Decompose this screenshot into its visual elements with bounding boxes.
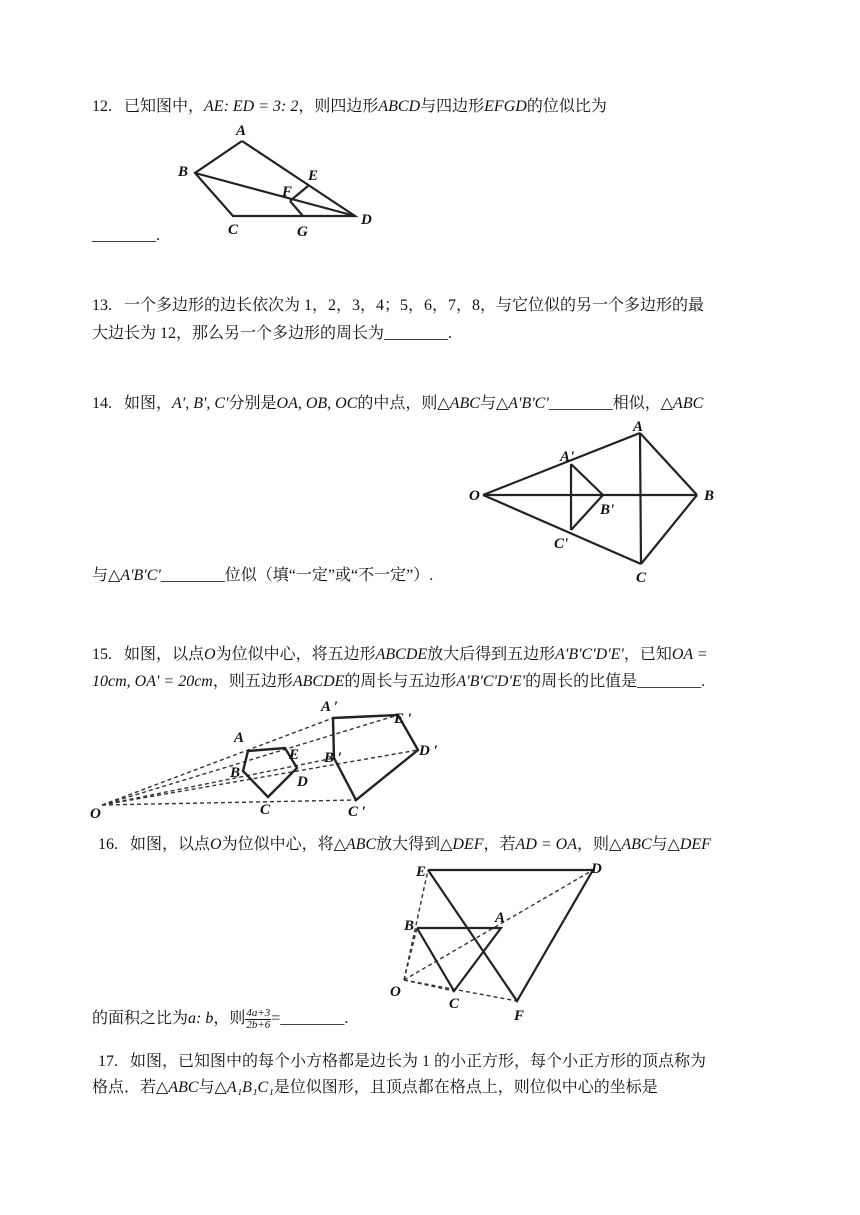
fig12-label-E: E: [308, 168, 319, 184]
fig15-label-E-prime: E ′: [394, 711, 412, 727]
problem-16-line1: [98, 835, 711, 855]
p16-tri: DEF: [679, 836, 711, 853]
p15-eq: 10cm, OA' = 20cm: [92, 673, 213, 690]
problem-15-line1: [92, 645, 708, 665]
p14-text: 与△: [479, 395, 509, 412]
fig15-label-E: E: [289, 747, 300, 763]
p14-tri: A'B'C': [120, 567, 161, 584]
figure-12: [170, 118, 390, 242]
p16-tri: DEF: [452, 836, 484, 853]
problem-13-number: 13.: [92, 297, 112, 314]
fig14-label-O: O: [469, 488, 480, 504]
fig14-label-C-prime: C': [554, 536, 569, 552]
p15-text: 为位似中心，将五边形: [215, 646, 376, 663]
fig15-label-C-prime: C ′: [348, 804, 366, 820]
problem-12-blank: ________.: [92, 227, 160, 244]
problem-16-line2: [92, 1008, 348, 1031]
p15-poly: ABCDE: [292, 673, 345, 690]
p14-tri: ABC: [673, 395, 704, 412]
fig15-label-B-prime: B ′: [324, 750, 342, 766]
fig12-label-B: B: [178, 164, 189, 180]
problem-14-line2: [92, 566, 433, 586]
p16-tri: ABC: [621, 836, 652, 853]
fig12-label-G: G: [297, 224, 308, 240]
p16-text: 与△: [651, 836, 680, 853]
problem-15-number: 15.: [92, 646, 112, 663]
p14-text: ________相似，△: [548, 395, 674, 412]
problem-12-number: 12.: [92, 98, 112, 115]
problem-17-line2: [92, 1078, 658, 1098]
p14-text: 如图，: [124, 395, 173, 412]
p12-text: 已知图中，: [124, 98, 205, 115]
fig16-label-B: B: [404, 918, 415, 934]
fig15-label-D-prime: D ′: [419, 743, 438, 759]
p17-tri: A₁B₁C₁: [226, 1079, 274, 1096]
problem-12-line1: [92, 97, 607, 117]
fig12-label-A: A: [236, 123, 247, 139]
p16-text: 如图，以点: [130, 836, 211, 853]
p15-eq: OA =: [671, 646, 708, 663]
fig12-label-F: F: [282, 184, 293, 200]
p12-ratio: AE: ED = 3: 2: [204, 98, 299, 115]
fig15-label-C: C: [260, 802, 271, 818]
fig15-label-A: A: [234, 730, 245, 746]
p15-text: 的周长与五边形: [344, 673, 457, 690]
p15-text: 的周长的比值是________.: [525, 673, 706, 690]
fig14-label-B-prime: B': [600, 502, 615, 518]
fig15-label-A-prime: A ′: [321, 699, 339, 715]
fig14-label-A: A: [633, 420, 644, 435]
problem-15-line2: [92, 672, 705, 692]
p17-text: 是位似图形，且顶点都在格点上，则位似中心的坐标是: [273, 1079, 658, 1096]
fig16-label-A: A: [495, 910, 506, 926]
p14-tri: A'B'C': [508, 395, 549, 412]
p16-fraction: [245, 1008, 271, 1031]
problem-17-line1: [98, 1052, 706, 1072]
p16-ratio: a: b: [188, 1010, 214, 1028]
fig14-label-B: B: [704, 488, 715, 504]
p15-text: ，已知: [623, 646, 672, 663]
problem-14-number: 14.: [92, 395, 112, 412]
p16-text: 的面积之比为: [92, 1010, 189, 1028]
problem-17-number: 17.: [98, 1053, 118, 1070]
p16-text: 放大得到△: [376, 836, 453, 853]
p14-text: 分别是: [228, 395, 277, 412]
p16-text: ，若: [483, 836, 516, 853]
p12-text: 与四边形: [420, 98, 485, 115]
p15-poly: ABCDE: [375, 646, 428, 663]
p16-point: O: [210, 836, 222, 853]
problem-14-line1: [92, 394, 703, 414]
p15-text: ，则五边形: [212, 673, 293, 690]
fig15-label-B: B: [230, 765, 241, 781]
p13-text: 一个多边形的边长依次为 1，2，3，4；5，6，7，8，与它位似的另一个多边形的最: [124, 297, 705, 314]
p14-points: A', B', C': [172, 395, 229, 412]
fig16-label-F: F: [514, 1008, 525, 1024]
fig16-label-O: O: [390, 984, 401, 1000]
p14-text: 与△: [92, 567, 121, 584]
fig14-label-C: C: [636, 570, 647, 586]
p17-text: 与△: [198, 1079, 227, 1096]
fig15-label-O: O: [90, 806, 101, 821]
p17-text: 格点．若△: [92, 1079, 169, 1096]
p16-eq: AD = OA: [515, 836, 577, 853]
p15-text: 放大后得到五边形: [427, 646, 556, 663]
p15-poly: A'B'C'D'E': [555, 646, 624, 663]
fig15-label-D: D: [297, 774, 308, 790]
problem-13-line1: [92, 296, 704, 316]
p16-text: ，则△: [577, 836, 622, 853]
p14-text: ________位似（填“一定”或“不一定”）.: [160, 567, 434, 584]
fig14-label-A-prime: A': [560, 449, 575, 465]
p14-segments: OA, OB, OC: [276, 395, 358, 412]
fig16-label-E: E: [416, 864, 427, 880]
fig16-label-D: D: [591, 861, 602, 877]
figure-16: [386, 858, 626, 1028]
p15-poly: A'B'C'D'E': [456, 673, 526, 690]
p15-point: O: [204, 646, 216, 663]
figure-14: [465, 420, 730, 588]
fig12-label-C: C: [228, 222, 239, 238]
problem-13-line2: 大边长为 12，那么另一个多边形的周长为________.: [92, 325, 453, 342]
p12-text: 的位似比为: [526, 98, 607, 115]
p16-text: ，则: [213, 1010, 246, 1028]
p12-quad2: EFGD: [484, 98, 527, 115]
p17-tri: ABC: [168, 1079, 199, 1096]
p16-text: 为位似中心，将△: [221, 836, 346, 853]
fig12-label-D: D: [361, 212, 372, 228]
p16-tri: ABC: [345, 836, 377, 853]
p12-quad1: ABCD: [378, 98, 421, 115]
p14-tri: ABC: [449, 395, 480, 412]
p16-text: =________.: [271, 1010, 349, 1028]
p16-frac-num: 4a+3: [246, 1007, 271, 1019]
p14-text: 的中点，则△: [357, 395, 450, 412]
p16-frac-den: 2b+6: [246, 1019, 271, 1031]
p15-text: 如图，以点: [124, 646, 205, 663]
problem-16-number: 16.: [98, 836, 118, 853]
fig16-label-C: C: [449, 996, 460, 1012]
figure-15: [88, 693, 448, 821]
p12-text: ，则四边形: [298, 98, 379, 115]
p17-text: 如图，已知图中的每个小方格都是边长为 1 的小正方形，每个小正方形的顶点称为: [130, 1053, 707, 1070]
